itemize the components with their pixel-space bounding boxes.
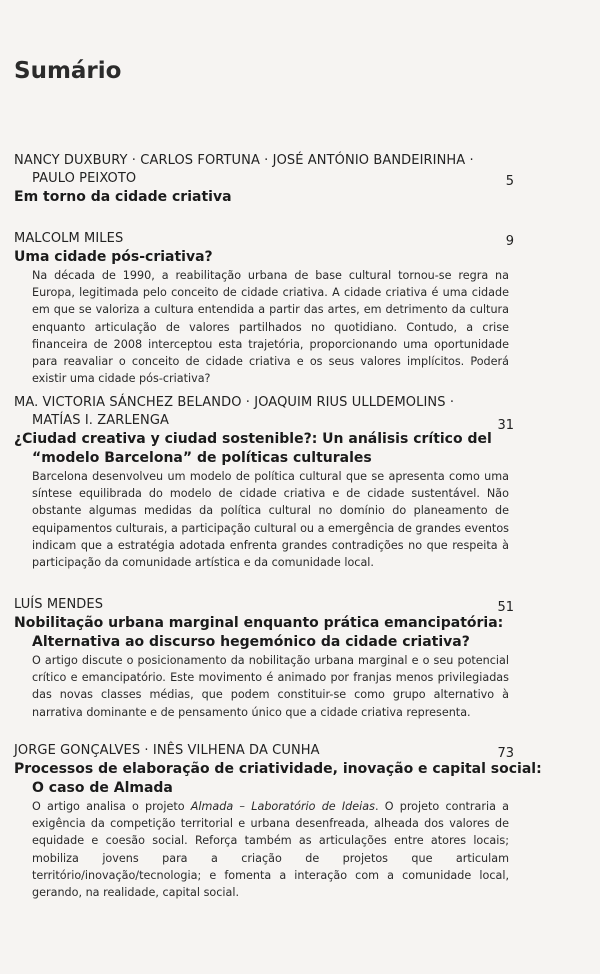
- entry-authors: [14, 596, 574, 614]
- entry-abstract: O artigo discute o posicionamento da nobilitação urbana marginal e o seu potencial crítico e emancipatório. Este movimento é animado por franjas menos privilegiadas das novas classes médias, que podem constituir-se como grupo alternativo à narrativa dominante e de pensamento único que a cidade criativa representa.: [32, 654, 509, 719]
- entry-authors: [14, 742, 574, 760]
- entry-abstract: [14, 798, 509, 901]
- authors-line: LUÍS MENDES: [14, 597, 104, 612]
- page-number: 31: [497, 418, 514, 433]
- toc-entry[interactable]: [14, 152, 574, 207]
- entry-authors: [14, 394, 574, 430]
- toc-entry[interactable]: [14, 596, 574, 721]
- entry-abstract: Na década de 1990, a reabilitação urbana de base cultural tornou-se regra na Europa, legitimada pelo conceito de cidade criativa. A cidade criativa é uma cidade em que se valoriza a cultura entendida a partir das artes, em detrimento da cultura enquanto articulação de valores partilhados no quotidiano. Contudo, a crise financeira de 2008 interceptou esta trajetória, proporcionando uma oportunidade para reavaliar o conceito de cidade criativa e os seus valores implícitos. Poderá existir uma cidade pós-criativa?: [32, 269, 509, 386]
- title-line: Uma cidade pós-criativa?: [14, 249, 213, 265]
- authors-line: PAULO PEIXOTO: [32, 171, 137, 186]
- title-line: “modelo Barcelona” de políticas culturales: [32, 450, 372, 466]
- page-number: 73: [497, 746, 514, 761]
- page-number: 5: [505, 174, 514, 189]
- title-line: Processos de elaboração de criatividade, inovação e capital social:: [14, 761, 542, 777]
- toc-entry[interactable]: [14, 394, 574, 571]
- entry-title[interactable]: [14, 760, 574, 798]
- abstract-text: . O projeto contraria a exigência da competição territorial e urbana desenfreada, alheada dos valores de equidade e coesão social. Reforça também as articulações entre atores locais; mobiliza jovens para a criação de projetos que articulam território/inovação/tecnologia; e fomenta a interação com a comunidade local, gerando, na realidade, capital social.: [32, 800, 509, 900]
- abstract-text: O artigo analisa o projeto: [32, 800, 191, 813]
- page-number: 9: [505, 234, 514, 249]
- title-line: Alternativa ao discurso hegemónico da cidade criativa?: [32, 634, 470, 650]
- authors-line: NANCY DUXBURY · CARLOS FORTUNA · JOSÉ ANTÓNIO BANDEIRINHA ·: [14, 153, 474, 168]
- toc-entry[interactable]: [14, 742, 574, 901]
- page-title: Sumário: [14, 58, 122, 84]
- entry-title[interactable]: [14, 614, 574, 652]
- page-number: 51: [497, 600, 514, 615]
- authors-line: MATÍAS I. ZARLENGA: [32, 413, 170, 428]
- entry-abstract: Barcelona desenvolveu um modelo de política cultural que se apresenta como uma síntese equilibrada do modelo de cidade criativa e de cidade sustentável. Não obstante algumas medidas da política cultural no domínio do planeamento de equipamentos culturais, a participação cultural ou a emergência de grandes eventos indicam que a estratégia adotada enfrenta grandes contradições no que respeita à participação da comunidade artística e da comunidade local.: [32, 470, 509, 570]
- entry-title[interactable]: [14, 188, 574, 207]
- title-line: ¿Ciudad creativa y ciudad sostenible?: Un análisis crítico del: [14, 431, 492, 447]
- title-line: O caso de Almada: [32, 780, 173, 796]
- authors-line: JORGE GONÇALVES · INÊS VILHENA DA CUNHA: [14, 743, 320, 758]
- toc-entry[interactable]: [14, 230, 574, 387]
- authors-line: MA. VICTORIA SÁNCHEZ BELANDO · JOAQUIM RIUS ULLDEMOLINS ·: [14, 395, 455, 410]
- authors-line: MALCOLM MILES: [14, 231, 124, 246]
- entry-authors: [14, 152, 574, 188]
- project-name: Almada – Laboratório de Ideias: [190, 800, 375, 813]
- entry-title[interactable]: [14, 430, 574, 468]
- title-line: Em torno da cidade criativa: [14, 189, 232, 205]
- entry-title[interactable]: [14, 248, 574, 267]
- entry-authors: [14, 230, 574, 248]
- title-line: Nobilitação urbana marginal enquanto prática emancipatória:: [14, 615, 504, 631]
